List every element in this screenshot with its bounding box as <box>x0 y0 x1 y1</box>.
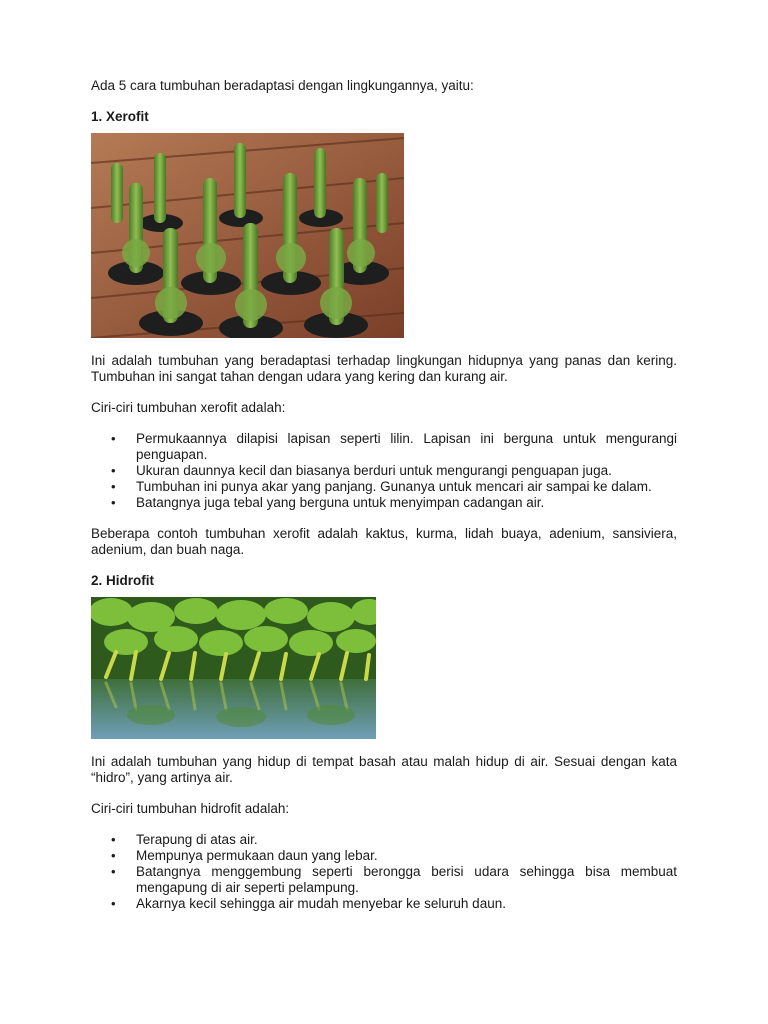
water-plant-illustration <box>91 597 376 739</box>
hidrofit-description: Ini adalah tumbuhan yang hidup di tempat basah atau malah hidup di air. Sesuai dengan kata “hidro”, yang artinya air. <box>91 754 677 785</box>
bullet-icon: • <box>111 832 116 847</box>
bullet-icon: • <box>111 479 116 494</box>
document-body <box>91 78 677 912</box>
list-item: • Batangnya juga tebal yang berguna untuk menyimpan cadangan air. <box>111 495 545 510</box>
list-item: • Terapung di atas air. <box>111 832 258 847</box>
xerofit-traits-intro: Ciri-ciri tumbuhan xerofit adalah: <box>91 400 286 415</box>
xerofit-examples: Beberapa contoh tumbuhan xerofit adalah kaktus, kurma, lidah buaya, adenium, sansiviera, adenium, dan buah naga. <box>91 526 677 557</box>
bullet-icon: • <box>111 463 116 478</box>
list-item: • Permukaannya dilapisi lapisan seperti lilin. Lapisan ini berguna untuk mengurangi penguapan. <box>111 431 677 462</box>
bullet-icon: • <box>111 896 116 911</box>
heading-hidrofit: 2. Hidrofit <box>91 573 154 588</box>
heading-xerofit: 1. Xerofit <box>91 109 149 124</box>
intro-text: Ada 5 cara tumbuhan beradaptasi dengan lingkungannya, yaitu: <box>91 78 474 93</box>
bullet-icon: • <box>111 431 116 446</box>
list-item: • Mempunya permukaan daun yang lebar. <box>111 848 378 863</box>
list-item: • Tumbuhan ini punya akar yang panjang. Gunanya untuk mencari air sampai ke dalam. <box>111 479 652 494</box>
hidrofit-water-hyacinth-photo <box>91 597 376 739</box>
hidrofit-traits-intro: Ciri-ciri tumbuhan hidrofit adalah: <box>91 801 290 816</box>
list-item: • Akarnya kecil sehingga air mudah menyebar ke seluruh daun. <box>111 896 506 911</box>
hidrofit-traits-list <box>91 832 677 912</box>
xerofit-description: Ini adalah tumbuhan yang beradaptasi terhadap lingkungan hidupnya yang panas dan kering. Tumbuhan ini sangat tahan dengan udara yang kering dan kurang air. <box>91 353 677 384</box>
bullet-icon: • <box>111 848 116 863</box>
xerofit-cactus-photo <box>91 133 404 338</box>
cactus-illustration <box>91 133 404 338</box>
list-item: • Ukuran daunnya kecil dan biasanya berduri untuk mengurangi penguapan juga. <box>111 463 612 478</box>
list-item: • Batangnya menggembung seperti berongga berisi udara sehingga bisa membuat mengapung di air seperti pelampung. <box>111 864 677 895</box>
bullet-icon: • <box>111 864 116 879</box>
bullet-icon: • <box>111 495 116 510</box>
xerofit-traits-list <box>91 431 677 511</box>
